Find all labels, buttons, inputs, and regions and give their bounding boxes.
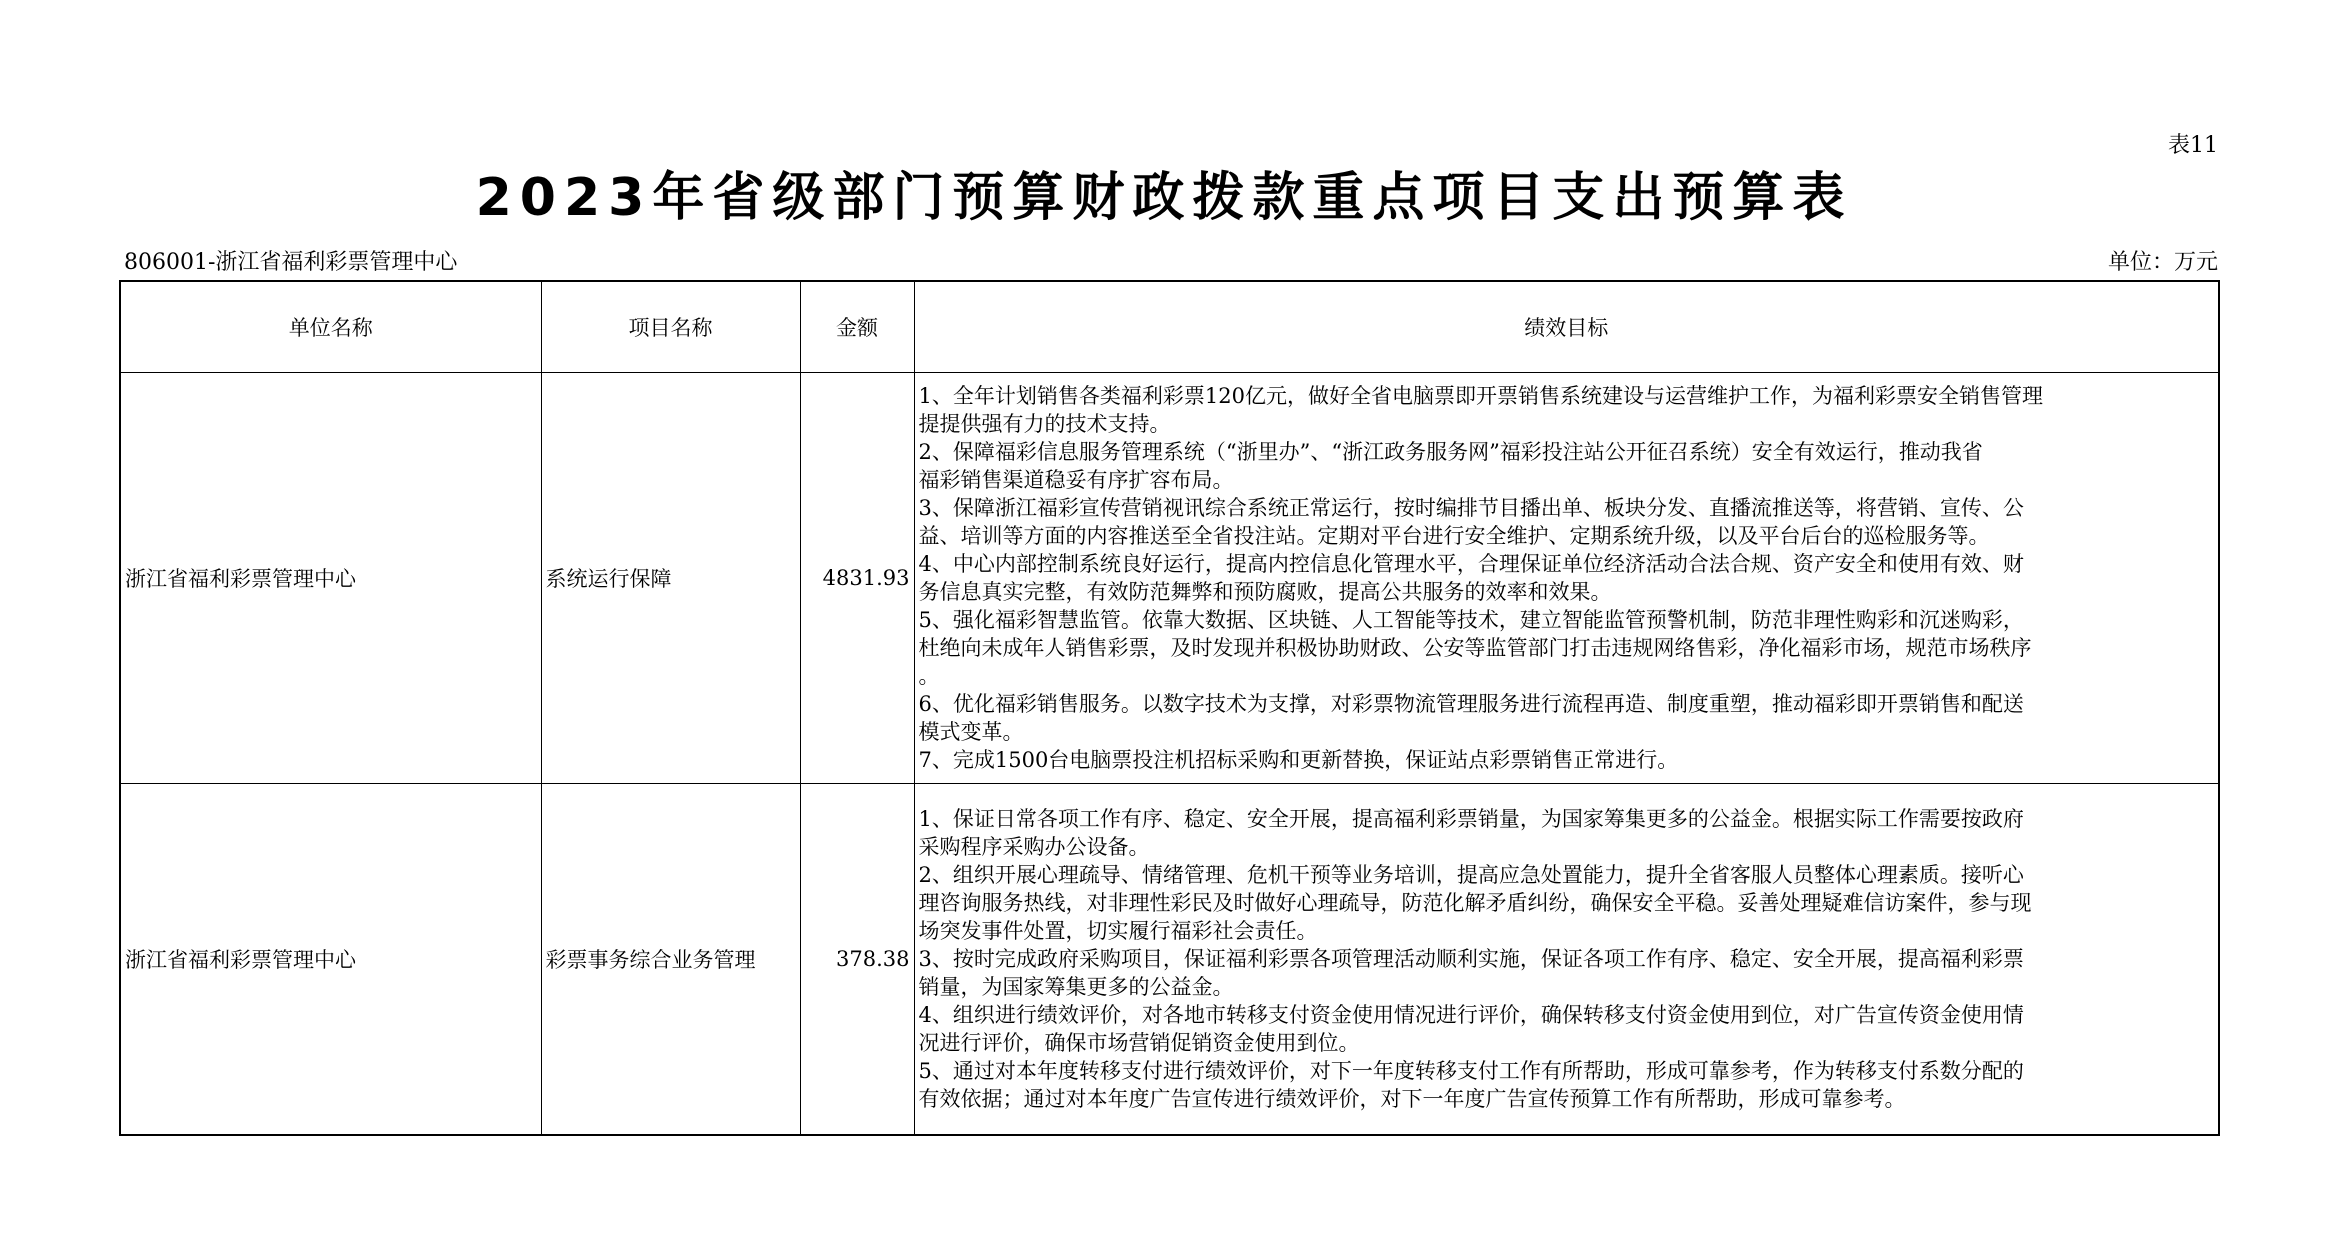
goal-line: 1、保证日常各项工作有序、稳定、安全开展，提高福利彩票销量，为国家筹集更多的公益金。根据实际工作需要按政府 <box>918 806 2024 831</box>
goal-line: 2、组织开展心理疏导、情绪管理、危机干预等业务培训，提高应急处置能力，提升全省客服人员整体心理素质。接听心 <box>918 862 2024 887</box>
header-performance-goal: 绩效目标 <box>914 281 2219 372</box>
cell-project-name: 系统运行保障 <box>541 372 800 783</box>
goal-line: 2、保障福彩信息服务管理系统（“浙里办”、“浙江政务服务网”福彩投注站公开征召系统）安全有效运行，推动我省 <box>918 439 1983 464</box>
goal-line: 提提供强有力的技术支持。 <box>918 411 1171 436</box>
goal-line: 。 <box>918 663 940 688</box>
goal-line: 4、中心内部控制系统良好运行，提高内控信息化管理水平，合理保证单位经济活动合法合规、资产安全和使用有效、财 <box>918 551 2024 576</box>
header-project-name: 项目名称 <box>541 281 800 372</box>
goal-line: 4、组织进行绩效评价，对各地市转移支付资金使用情况进行评价，确保转移支付资金使用到位，对广告宣传资金使用情 <box>918 1002 2024 1027</box>
table-row <box>120 372 2219 783</box>
goal-line: 5、通过对本年度转移支付进行绩效评价，对下一年度转移支付工作有所帮助，形成可靠参考，作为转移支付系数分配的 <box>918 1058 2024 1083</box>
page-title: 2023年省级部门预算财政拨款重点项目支出预算表 <box>475 168 1853 228</box>
table-header-row <box>120 281 2219 372</box>
table-number: 表11 <box>2168 133 2218 158</box>
goal-line: 模式变革。 <box>918 719 1024 744</box>
goal-line: 况进行评价，确保市场营销促销资金使用到位。 <box>918 1030 1360 1055</box>
goal-line: 务信息真实完整，有效防范舞弊和预防腐败，提高公共服务的效率和效果。 <box>918 579 1612 604</box>
table-row <box>120 783 2219 1135</box>
goal-line: 益、培训等方面的内容推送至全省投注站。定期对平台进行安全维护、定期系统升级，以及平台后台的巡检服务等。 <box>918 523 1990 548</box>
goal-line: 理咨询服务热线，对非理性彩民及时做好心理疏导，防范化解矛盾纠纷，确保安全平稳。妥善处理疑难信访案件，参与现 <box>918 890 2032 915</box>
goal-line: 3、保障浙江福彩宣传营销视讯综合系统正常运行，按时编排节目播出单、板块分发、直播流推送等，将营销、宣传、公 <box>918 495 2024 520</box>
header-amount: 金额 <box>800 281 914 372</box>
goal-line: 福彩销售渠道稳妥有序扩容布局。 <box>918 467 1234 492</box>
header-unit-name: 单位名称 <box>120 281 541 372</box>
goal-line: 5、强化福彩智慧监管。依靠大数据、区块链、人工智能等技术，建立智能监管预警机制，防范非理性购彩和沉迷购彩， <box>918 607 2024 632</box>
organization-label: 806001-浙江省福利彩票管理中心 <box>124 250 458 275</box>
goal-line: 7、完成1500台电脑票投注机招标采购和更新替换，保证站点彩票销售正常进行。 <box>918 747 1679 772</box>
cell-performance-goal <box>914 783 2219 1135</box>
cell-project-name: 彩票事务综合业务管理 <box>541 783 800 1135</box>
cell-unit-name: 浙江省福利彩票管理中心 <box>120 783 541 1135</box>
cell-amount: 378.38 <box>800 783 914 1135</box>
goal-line: 3、按时完成政府采购项目，保证福利彩票各项管理活动顺利实施，保证各项工作有序、稳定、安全开展，提高福利彩票 <box>918 946 2024 971</box>
cell-performance-goal <box>914 372 2219 783</box>
goal-line: 销量，为国家筹集更多的公益金。 <box>918 974 1234 999</box>
cell-amount: 4831.93 <box>800 372 914 783</box>
goal-line: 采购程序采购办公设备。 <box>918 834 1150 859</box>
goal-line: 6、优化福彩销售服务。以数字技术为支撑，对彩票物流管理服务进行流程再造、制度重塑，推动福彩即开票销售和配送 <box>918 691 2024 716</box>
budget-table <box>119 280 2220 1136</box>
unit-label: 单位：万元 <box>2107 250 2218 275</box>
goal-line: 有效依据；通过对本年度广告宣传进行绩效评价，对下一年度广告宣传预算工作有所帮助，形成可靠参考。 <box>918 1086 1906 1111</box>
goal-line: 杜绝向未成年人销售彩票，及时发现并积极协助财政、公安等监管部门打击违规网络售彩，净化福彩市场，规范市场秩序 <box>918 635 2032 660</box>
goal-line: 1、全年计划销售各类福利彩票120亿元，做好全省电脑票即开票销售系统建设与运营维护工作，为福利彩票安全销售管理 <box>918 383 2043 408</box>
goal-line: 场突发事件处置，切实履行福彩社会责任。 <box>918 918 1318 943</box>
cell-unit-name: 浙江省福利彩票管理中心 <box>120 372 541 783</box>
